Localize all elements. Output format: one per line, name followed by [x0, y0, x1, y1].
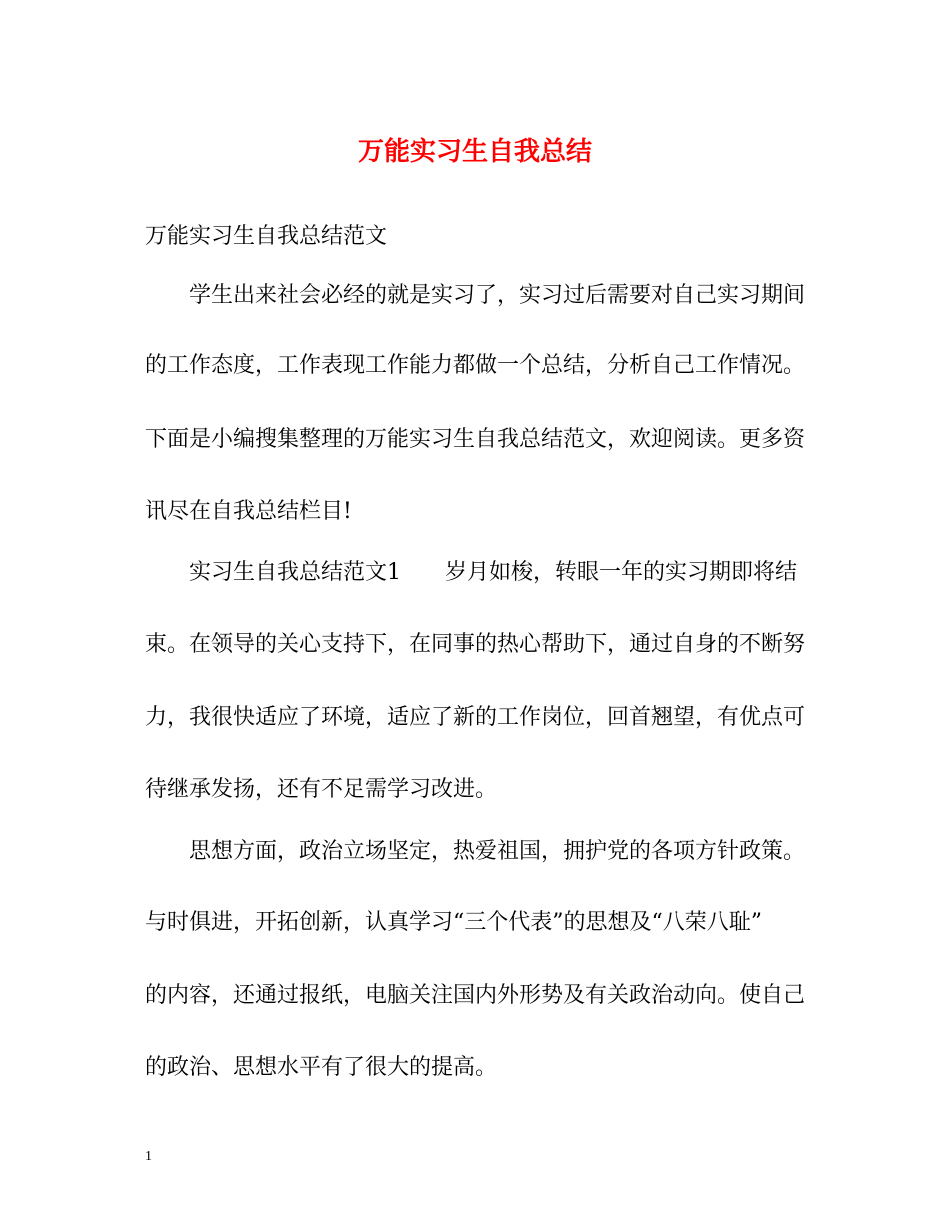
paragraph-1-line-4: 讯尽在自我总结栏目! [145, 499, 352, 524]
paragraph-3-line-4: 的政治、思想水平有了很大的提高。 [145, 1055, 498, 1080]
paragraph-3-line-3: 的内容，还通过报纸，电脑关注国内外形势及有关政治动向。使自己 [145, 983, 806, 1008]
paragraph-1-line-2: 的工作态度，工作表现工作能力都做一个总结，分析自己工作情况。 [145, 353, 806, 378]
paragraph-2-line-2: 束。在领导的关心支持下，在同事的热心帮助下，通过自身的不断努 [145, 632, 806, 657]
paragraph-1-line-3: 下面是小编搜集整理的万能实习生自我总结范文，欢迎阅读。更多资 [145, 427, 806, 452]
paragraph-2-line-4: 待继承发扬，还有不足需学习改进。 [145, 777, 498, 802]
page-number: 1 [145, 1149, 152, 1164]
paragraph-3-line-1: 思想方面，政治立场坚定，热爱祖国，拥护党的各项方针政策。 [189, 839, 806, 864]
document-subtitle: 万能实习生自我总结范文 [145, 224, 388, 249]
paragraph-1-line-1: 学生出来社会必经的就是实习了，实习过后需要对自己实习期间 [189, 283, 806, 308]
paragraph-2-line-3: 力，我很快适应了环境，适应了新的工作岗位，回首翘望，有优点可 [145, 705, 806, 730]
paragraph-2-line-1: 实习生自我总结范文1 岁月如梭，转眼一年的实习期即将结 [189, 560, 797, 585]
paragraph-3-line-2: 与时俱进，开拓创新，认真学习“三个代表”的思想及“八荣八耻” [145, 910, 762, 935]
document-title: 万能实习生自我总结 [357, 137, 592, 167]
